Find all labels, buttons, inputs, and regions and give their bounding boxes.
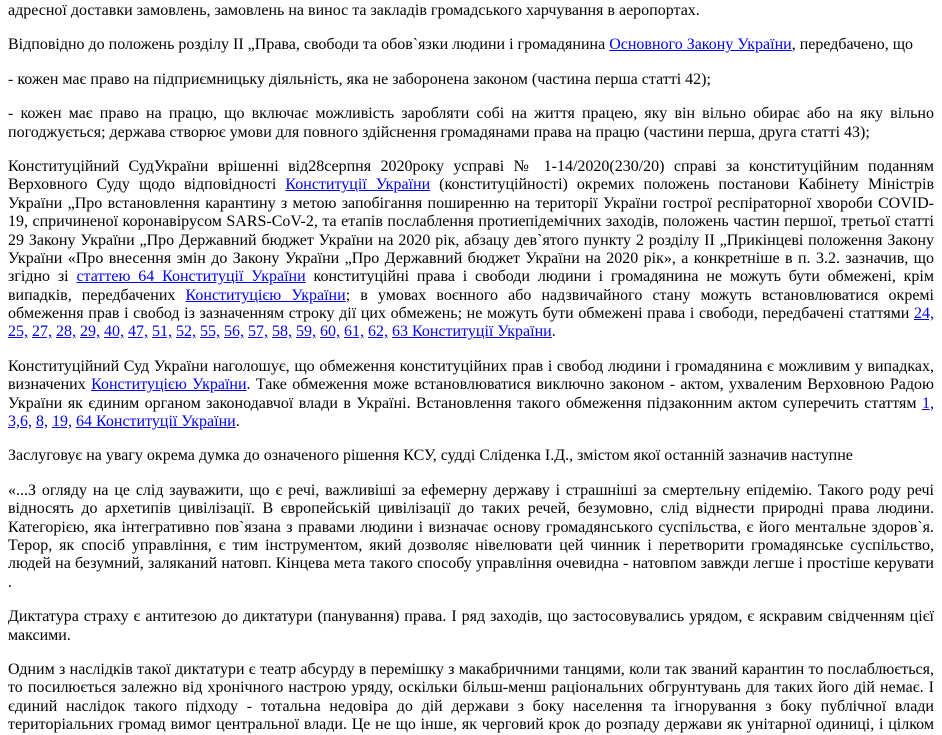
text-run: адресної доставки замовлень, замовлень на винос та закладів громадського харчування в аеропортах. [8, 2, 700, 19]
legal-reference-link[interactable]: Конституцією України [185, 286, 346, 304]
text-run: - кожен має право на підприємницьку діяльність, яка не заборонена законом (частина перша статті 42); [8, 70, 711, 88]
paragraph [8, 608, 934, 645]
paragraph [8, 447, 934, 465]
paragraph [8, 36, 934, 54]
text-run: , передбачено, що [791, 36, 914, 54]
legal-reference-link[interactable]: 56, [224, 323, 244, 341]
text-run: «...З огляду на це слід зауважити, що є речі, важливіші за ефемерну державу і страшніші за смертельну епідемію. Такого роду речі відносять до архетипів цивілізації. В європейській цивілізації до таких речей, безумовно, слід віднести природні права людини. Категорією, яка інтегративно пов`язана з правами людини і визначає основу громадянського суспільства, є його ментальне здоров`я. Терор, як спосіб управління, є тим інструментом, який дозволяє нівелювати цей чинник і перетворити громадянське суспільство, людей на безумний, заляканий натовп. Кінцева мета такого способу управління очевидна - натовпом завжди легше і простіше керувати . [8, 481, 934, 591]
text-run: . Таке обмеження може встановлюватися виключно законом - актом, ухваленим Верховною Радою України як єдиним органом законодавчої влади в Україні. Встановлення такого обмеження підзаконним актом суперечить статтям [8, 376, 934, 412]
legal-reference-link[interactable]: 25, [8, 323, 28, 341]
document-body [0, 2, 942, 735]
paragraph [8, 358, 934, 432]
legal-reference-link[interactable]: 47, [128, 323, 148, 341]
paragraph [8, 158, 934, 342]
paragraph [8, 71, 934, 89]
legal-reference-link[interactable]: 64 Конституції України [76, 413, 236, 431]
legal-reference-link[interactable]: 8, [36, 413, 48, 431]
legal-reference-link[interactable]: Конституцією України [91, 376, 247, 394]
legal-reference-link[interactable]: 19, [52, 413, 72, 431]
legal-reference-link[interactable]: 59, [296, 323, 316, 341]
legal-reference-link[interactable]: 27, [32, 323, 52, 341]
text-run: (конституційності) окремих положень постанови Кабінету Міністрів України „Про встановлення карантину з метою запобігання поширенню на території України гострої респіраторної хвороби COVID-19, спричиненої коронавірусом SARS-CoV-2, та етапів послаблення протиепідемічних заходів, положень частин першої, третьої статті 29 Закону України „Про Державний бюджет України на 2020 рік, абзацу дев`ятого пункту 2 розділу ІІ „Прикінцеві положення Закону України «Про внесення змін до Закону України „Про Державний бюджет України на 2020 рік», а конкретніше в п. 3.2. зазначив, що згідно зі [8, 176, 934, 286]
text-run: . [235, 413, 240, 431]
legal-reference-link[interactable]: Конституції України [285, 176, 431, 194]
paragraph [8, 661, 934, 735]
legal-reference-link[interactable]: 57, [248, 323, 268, 341]
text-run: Відповідно до положень розділу ІІ „Права, свободи та обов`язки людини і громадянина [8, 36, 610, 54]
text-run: Конституційний СудУкраїни врішенні від28серпня 2020року усправі № 1-14/2020(230/20) справі за конституційним поданням Верховного Суду щодо відповідності [8, 157, 934, 194]
text-run: . [551, 323, 556, 341]
legal-reference-link[interactable]: 60, [320, 323, 340, 341]
legal-reference-link[interactable]: 40, [104, 323, 124, 341]
legal-reference-link[interactable]: 29, [80, 323, 100, 341]
text-run: - кожен має право на працю, що включає можливість заробляти собі на життя працею, яку він вільно обирає або на яку вільно погоджується; держава створює умови для повного здійснення громадянами права на працю (частини перша, друга статті 43); [8, 105, 934, 141]
text-run: ; в умовах воєнного або надзвичайного стану можуть встановлюватися окремі обмеження прав і свобод із зазначенням строку дії цих обмежень; не можуть бути обмежені права і свободи, передбачені статтями [8, 286, 934, 323]
paragraph [8, 2, 934, 20]
legal-reference-link[interactable]: статтею 64 Конституції України [76, 268, 306, 286]
text-run: Заслуговує на увагу окрема думка до означеного рішення КСУ, судді Сліденка І.Д., змістом якої останній зазначив наступне [8, 447, 853, 465]
text-run: Одним з наслідків такої диктатури є театр абсурду в перемішку з макабричними танцями, коли так званий карантин то послаблюється, то посилюється залежно від хронічного настрою уряду, оскільки більш-менш раціональних обгрунтувань для таких його дій немає. І єдиний наслідок такого підходу - тотальна недовіра до дій держави з боку населення та ігнорування з боку публічної влади територіальних громад вимог центральної влади. Це не що інше, як черговий крок до розпаду держави як унітарної одиниці, і цілком [8, 660, 934, 734]
legal-reference-link[interactable]: 52, [176, 323, 196, 341]
legal-reference-link[interactable]: 63 Конституції України [392, 323, 552, 341]
text-run: Диктатура страху є антитезою до диктатури (панування) права. І ряд заходів, що застосовувались урядом, є яскравим свідченням цієї максими. [8, 608, 934, 644]
legal-reference-link[interactable]: 62, [368, 323, 388, 341]
legal-reference-link[interactable]: 24, [914, 305, 934, 323]
legal-reference-link[interactable]: 55, [200, 323, 220, 341]
legal-reference-link[interactable]: 58, [272, 323, 292, 341]
text-run: Конституційний Суд України наголошує, що обмеження конституційних прав і свобод людини і громадянина є можливим у випадках, визначених [8, 357, 934, 394]
legal-reference-link[interactable]: 61, [344, 323, 364, 341]
legal-reference-link[interactable]: 3,6, [8, 413, 32, 431]
legal-reference-link[interactable]: Основного Закону України [609, 36, 792, 54]
legal-reference-link[interactable]: 1, [922, 394, 934, 412]
paragraph [8, 105, 934, 142]
paragraph [8, 482, 934, 592]
legal-reference-link[interactable]: 51, [152, 323, 172, 341]
text-run: конституційні права і свободи людини і громадянина не можуть бути обмежені, крім випадків, передбачених [8, 268, 934, 304]
legal-reference-link[interactable]: 28, [56, 323, 76, 341]
